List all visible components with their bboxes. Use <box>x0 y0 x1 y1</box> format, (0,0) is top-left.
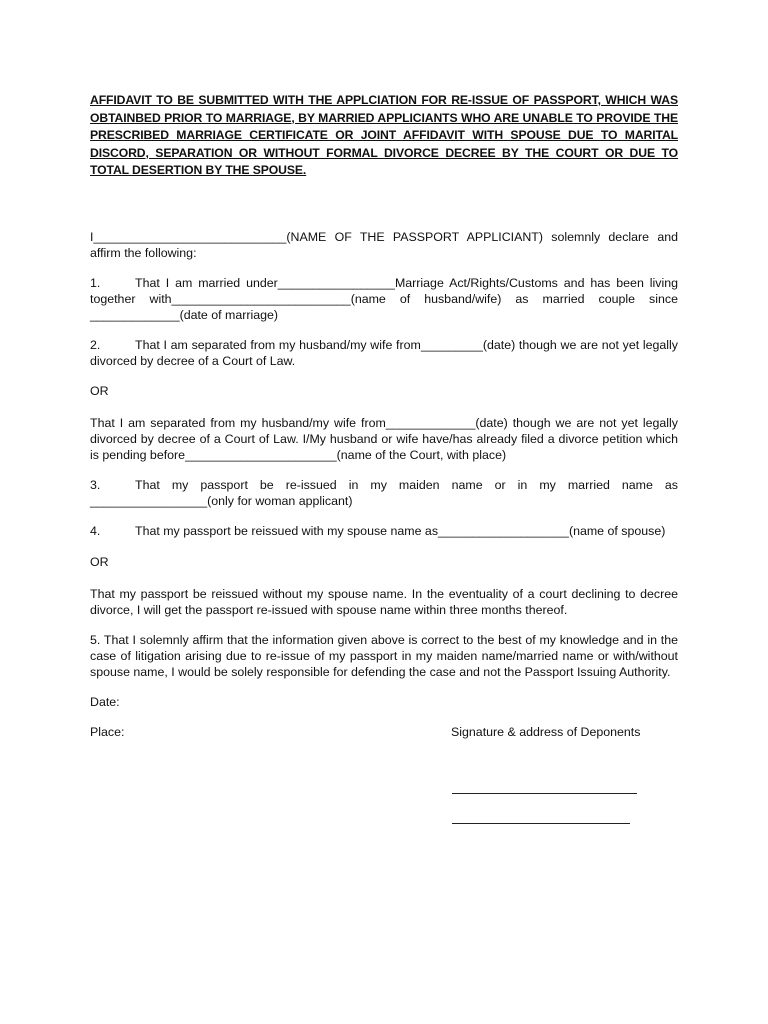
clause-1-text: That I am married under_________________Marriage Act/Rights/Customs and has been living together with__________________________(name of husband/wife) as married couple since _____________(date of marriage) <box>90 275 678 322</box>
clause-1-number: 1. <box>90 275 101 290</box>
clause-3-text: That my passport be re-issued in my maiden name or in my married name as _________________(only for woman applicant) <box>90 477 678 508</box>
clause-4-text: That my passport be reissued with my spouse name as___________________(name of spouse) <box>135 523 666 538</box>
clause-3-number: 3. <box>90 477 101 492</box>
clause-3 <box>90 477 678 509</box>
clause-2-number: 2. <box>90 337 101 352</box>
date-label: Date: <box>90 694 120 709</box>
signature-line-1 <box>452 793 637 794</box>
clause-5: 5. That I solemnly affirm that the information given above is correct to the best of my knowledge and in the case of litigation arising due to re-issue of my passport in my maiden name/married name or with/without spouse name, I would be solely responsible for defending the case and not the Passport Issuing Authority. <box>90 632 678 679</box>
clause-2-alternative: That I am separated from my husband/my wife from_____________(date) though we are not yet legally divorced by decree of a Court of Law. I/My husband or wife have/has already filed a divorce petition which is pending before______________________(name of the Court, with place) <box>90 415 678 462</box>
signature-line-2 <box>452 823 630 824</box>
intro-paragraph: I____________________________(NAME OF THE PASSPORT APPLICIANT) solemnly declare and affirm the following: <box>90 229 678 260</box>
clause-2 <box>90 337 678 369</box>
signature-label: Signature & address of Deponents <box>451 724 641 739</box>
place-signature-row <box>90 724 678 740</box>
place-label: Place: <box>90 724 125 739</box>
clause-4-alternative: That my passport be reissued without my spouse name. In the eventuality of a court declining to decree divorce, I will get the passport re-issued with spouse name within three months thereof. <box>90 586 678 617</box>
or-separator-1: OR <box>90 383 109 398</box>
clause-1 <box>90 275 678 323</box>
clause-4-number: 4. <box>90 523 101 538</box>
document-title: AFFIDAVIT TO BE SUBMITTED WITH THE APPLCIATION FOR RE-ISSUE OF PASSPORT, WHICH WAS OBTAINBED PRIOR TO MARRIAGE, BY MARRIED APPLICIANTS WHO ARE UNABLE TO PROVIDE THE PRESCRIBED MARRIAGE CERTIFICATE OR JOINT AFFIDAVIT WITH SPOUSE DUE TO MARITAL DISCORD, SEPARATION OR WITHOUT FORMAL DIVORCE DECREE BY THE COURT OR DUE TO TOTAL DESERTION BY THE SPOUSE. <box>90 93 678 177</box>
or-separator-2: OR <box>90 554 109 569</box>
document-body <box>90 92 678 754</box>
clause-2-text: That I am separated from my husband/my wife from_________(date) though we are not yet legally divorced by decree of a Court of Law. <box>90 337 678 368</box>
clause-4 <box>90 523 678 539</box>
